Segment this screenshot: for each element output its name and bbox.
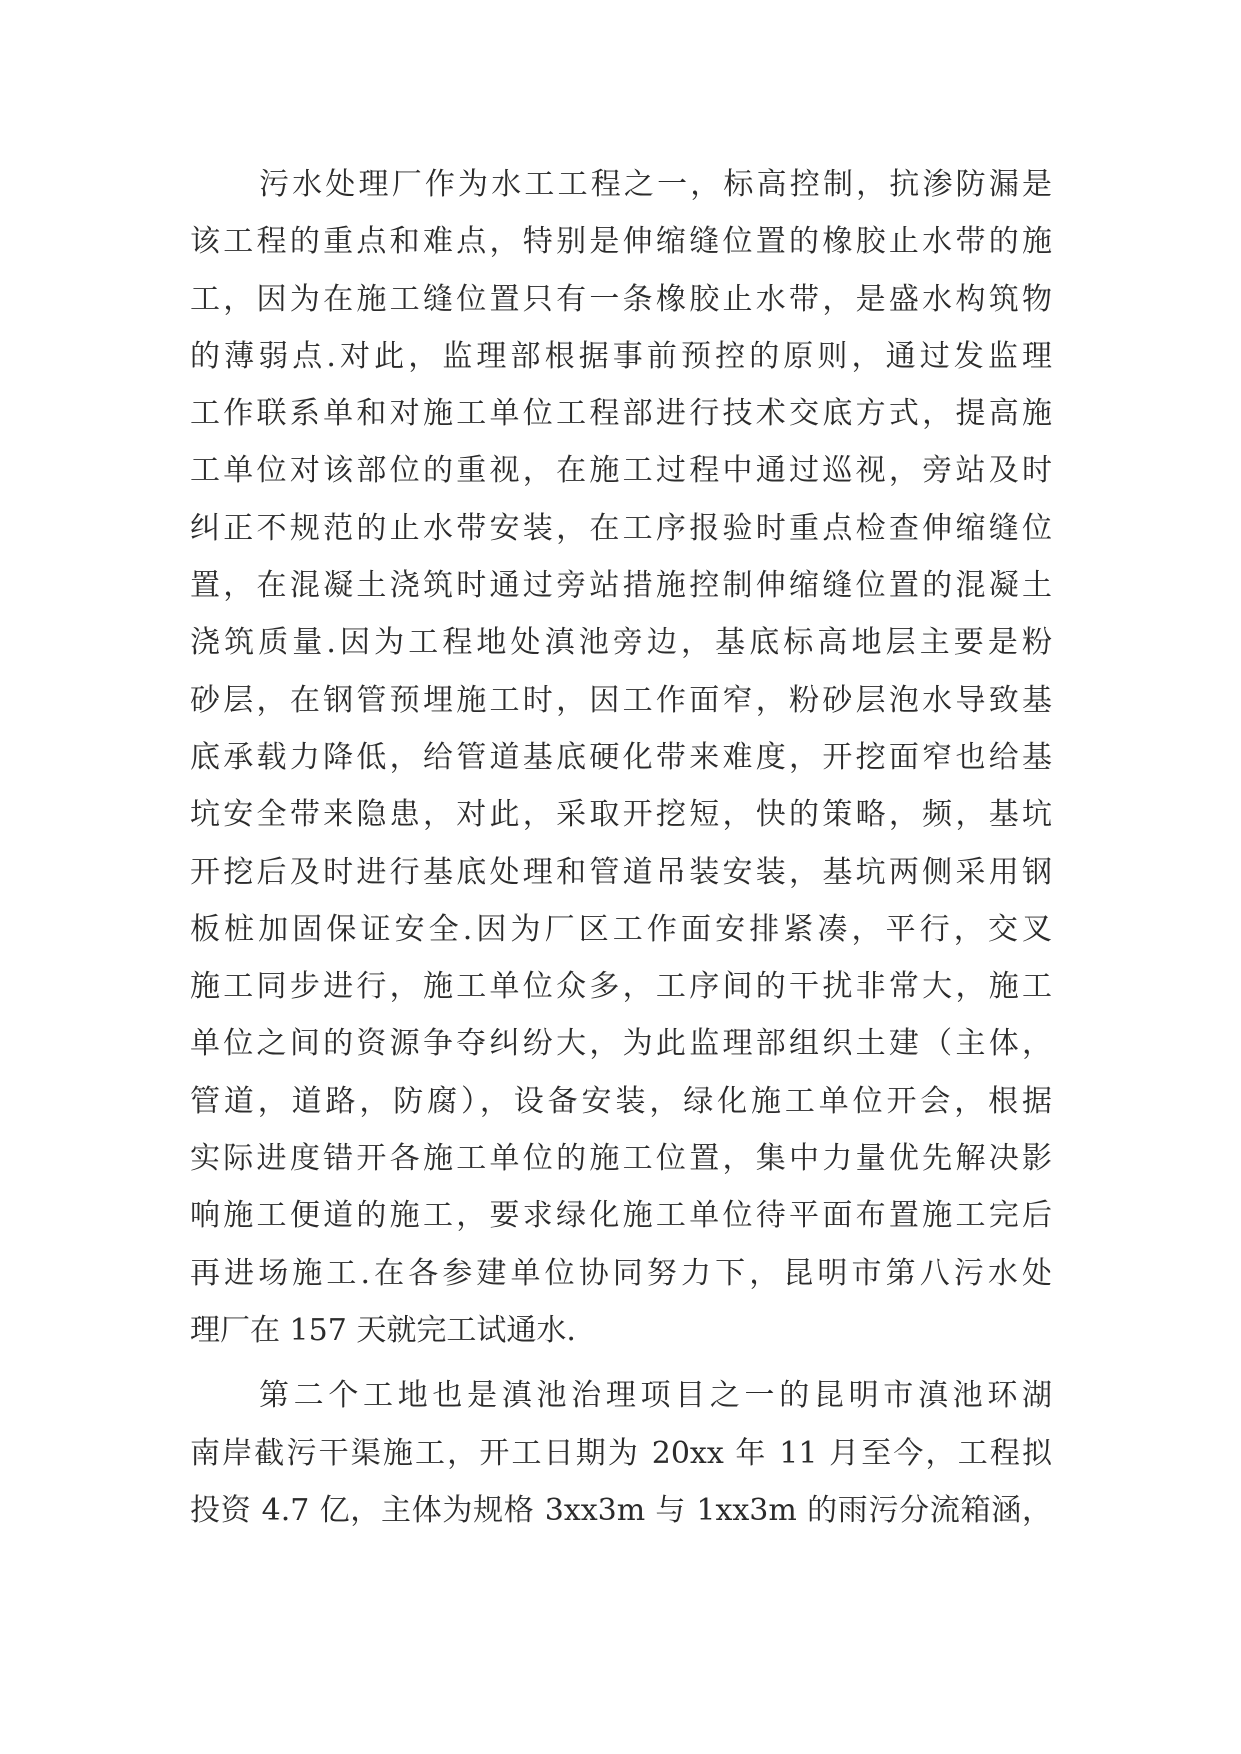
- text-line: 工单位对该部位的重视，在施工过程中通过巡视，旁站及时: [190, 453, 1052, 489]
- text-line: 该工程的重点和难点，特别是伸缩缝位置的橡胶止水带的施: [190, 224, 1052, 260]
- text-line: 管道，道路，防腐），设备安装，绿化施工单位开会，根据: [190, 1083, 1052, 1119]
- text-line: 砂层，在钢管预埋施工时，因工作面窄，粉砂层泡水导致基: [190, 682, 1052, 718]
- text-line: 工，因为在施工缝位置只有一条橡胶止水带，是盛水构筑物: [190, 281, 1052, 317]
- text-line: 工作联系单和对施工单位工程部进行技术交底方式，提高施: [190, 396, 1052, 432]
- paragraph-2: [190, 1367, 1052, 1539]
- text-line: 再进场施工.在各参建单位协同努力下，昆明市第八污水处: [190, 1255, 1052, 1291]
- text-line: 底承载力降低，给管道基底硬化带来难度，开挖面窄也给基: [190, 739, 1052, 775]
- text-line: 污水处理厂作为水工工程之一，标高控制，抗渗防漏是: [259, 167, 1052, 202]
- text-line: 投资 4.7 亿，主体为规格 3xx3m 与 1xx3m 的雨污分流箱涵，: [190, 1492, 1052, 1528]
- text-line: 浇筑质量.因为工程地处滇池旁边，基底标高地层主要是粉: [190, 625, 1052, 661]
- text-line: 置，在混凝土浇筑时通过旁站措施控制伸缩缝位置的混凝土: [190, 568, 1052, 604]
- text-line: 施工同步进行，施工单位众多，工序间的干扰非常大，施工: [190, 969, 1052, 1005]
- paragraph-spacer: [190, 1359, 1052, 1367]
- text-line: 坑安全带来隐患，对此，采取开挖短，快的策略，频，基坑: [190, 797, 1052, 833]
- text-line: 的薄弱点.对此，监理部根据事前预控的原则，通过发监理: [190, 338, 1052, 374]
- body-text: [190, 156, 1052, 1539]
- text-line: 纠正不规范的止水带安装，在工序报验时重点检查伸缩缝位: [190, 510, 1052, 546]
- text-line: 单位之间的资源争夺纠纷大，为此监理部组织土建（主体，: [190, 1026, 1052, 1062]
- text-line: 第二个工地也是滇池治理项目之一的昆明市滇池环湖: [259, 1378, 1052, 1414]
- text-line: 开挖后及时进行基底处理和管道吊装安装，基坑两侧采用钢: [190, 854, 1052, 890]
- paragraph-1: [190, 156, 1052, 1359]
- text-line: 南岸截污干渠施工，开工日期为 20xx 年 11 月至今，工程拟: [190, 1435, 1052, 1471]
- text-line: 响施工便道的施工，要求绿化施工单位待平面布置施工完后: [190, 1198, 1052, 1234]
- text-line: 板桩加固保证安全.因为厂区工作面安排紧凑，平行，交叉: [190, 911, 1052, 947]
- text-line: 理厂在 157 天就完工试通水.: [190, 1312, 576, 1348]
- text-line: 实际进度错开各施工单位的施工位置，集中力量优先解决影: [190, 1141, 1052, 1177]
